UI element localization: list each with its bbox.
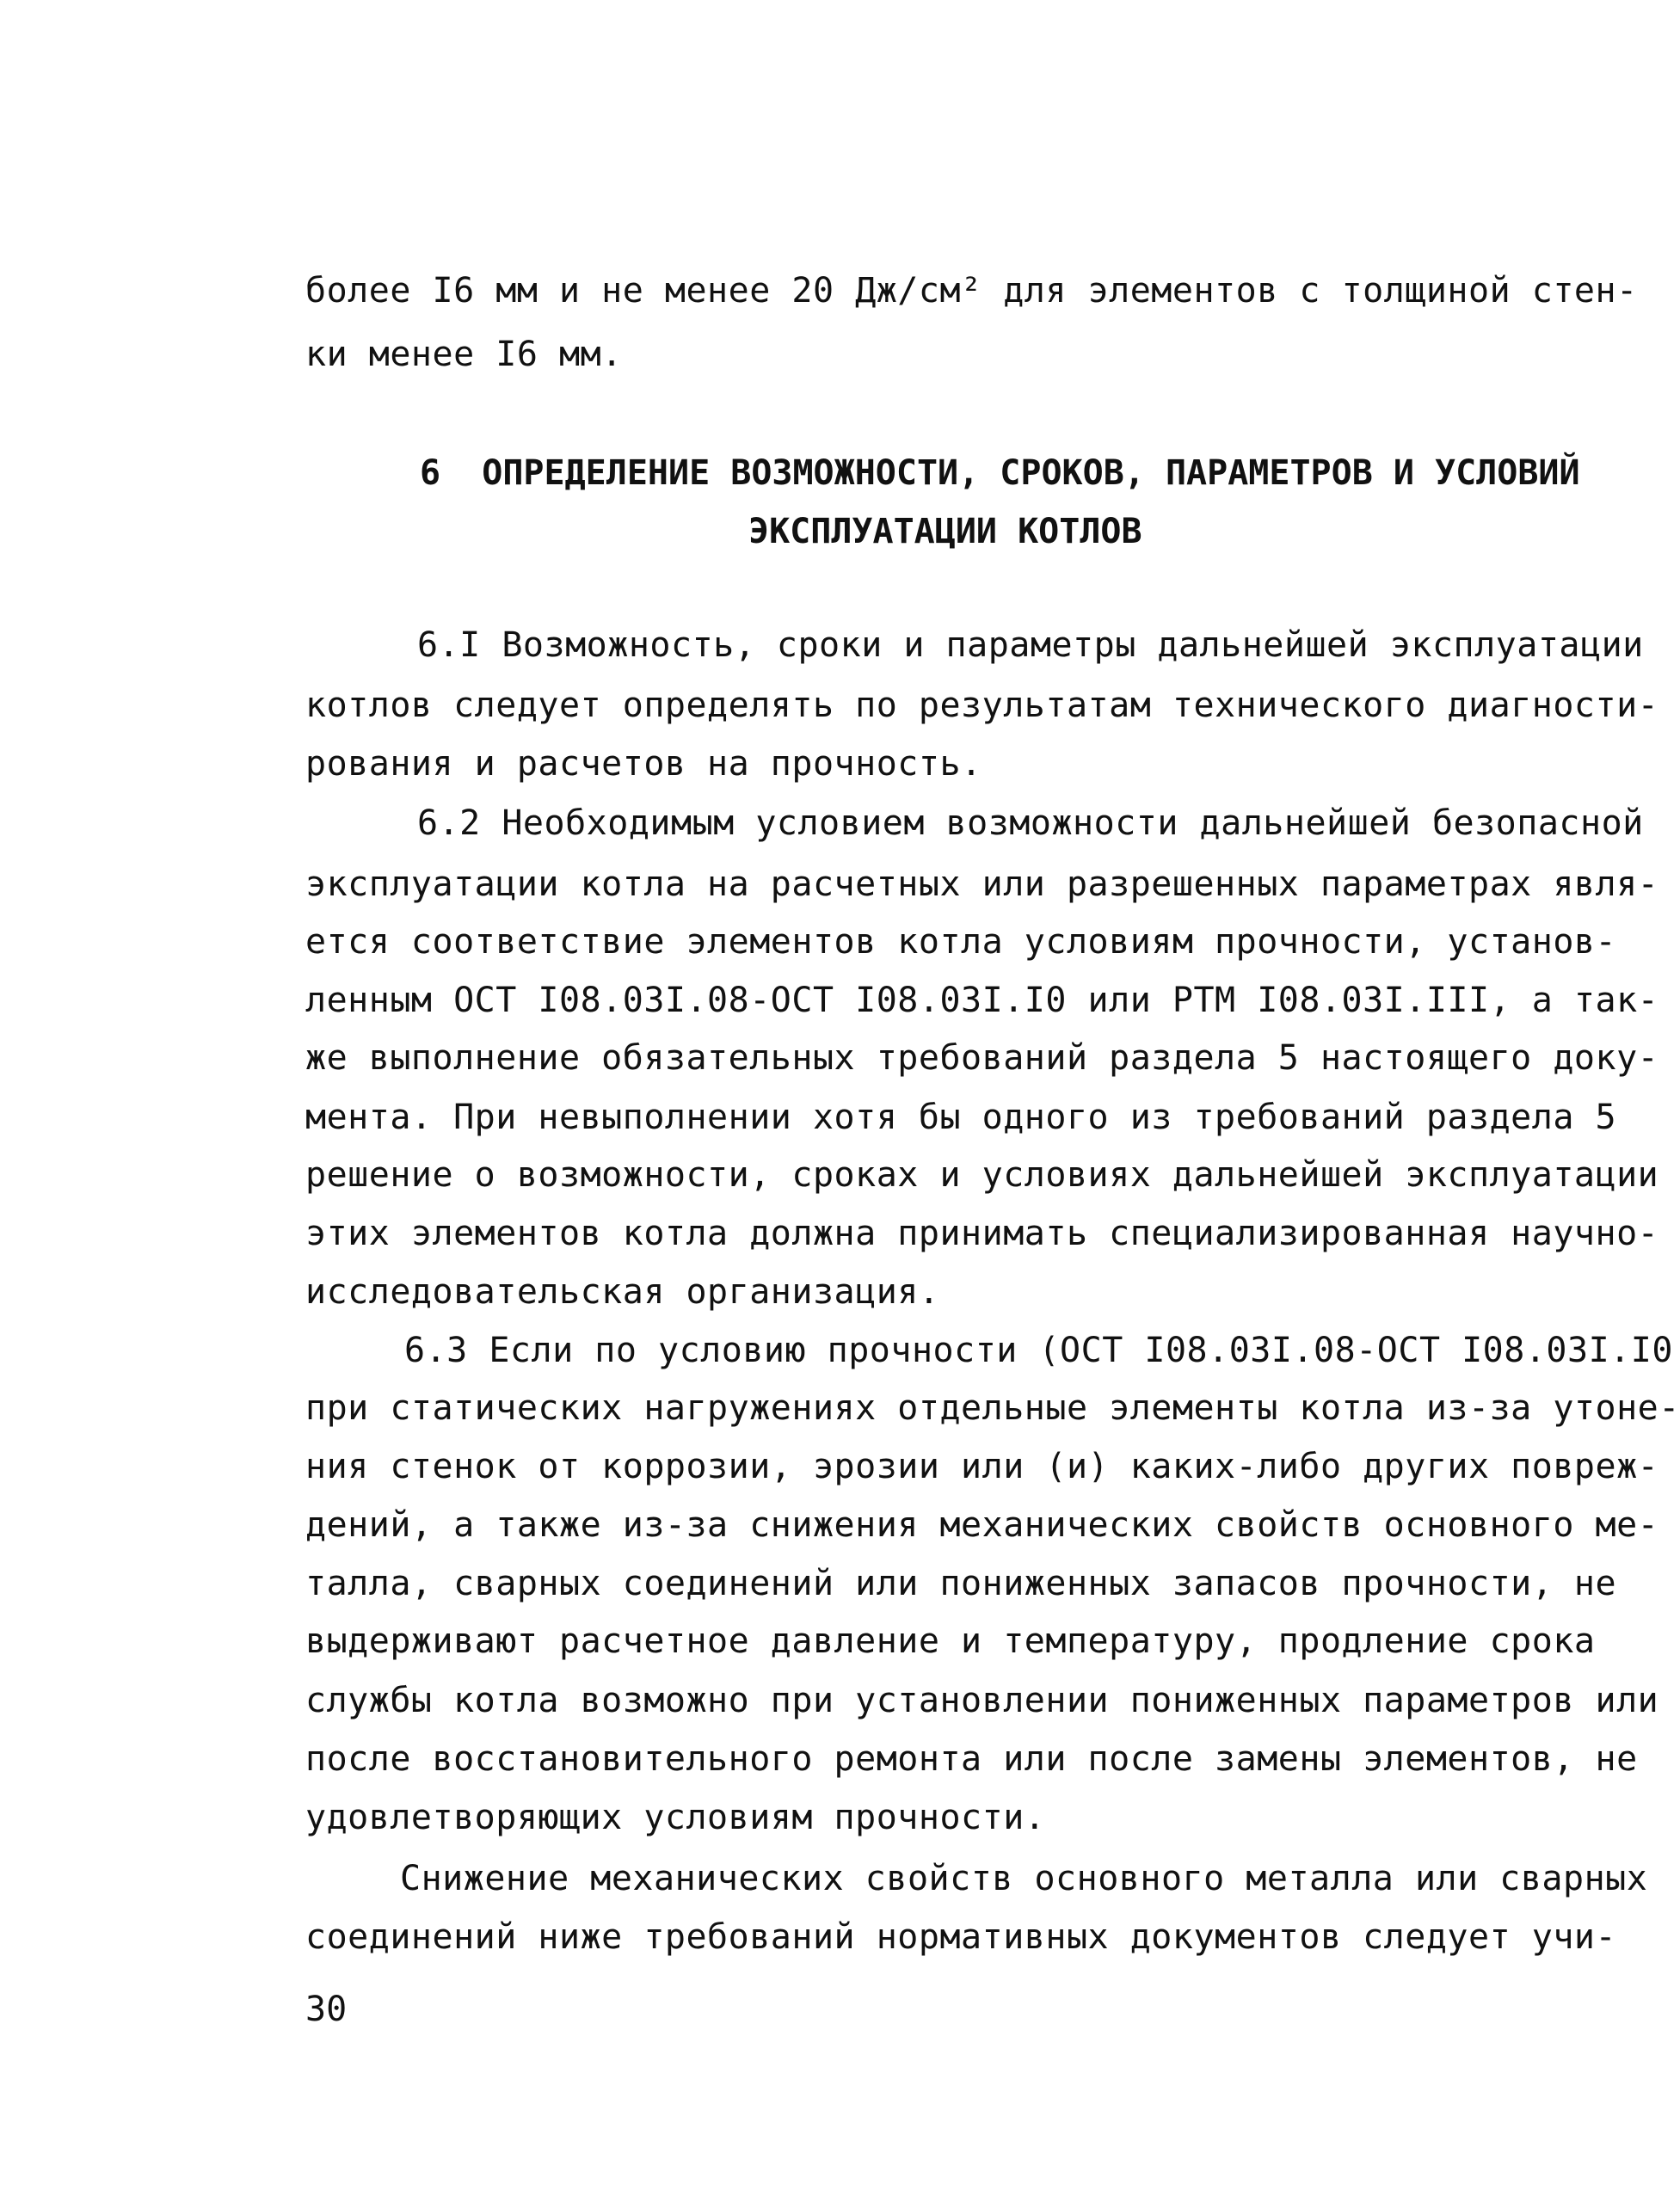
paragraph-line: удовлетворяющих условиям прочности. bbox=[305, 1798, 1046, 1837]
paragraph-line: мента. При невыполнении хотя бы одного из требований раздела 5 bbox=[305, 1098, 1617, 1137]
paragraph-line: талла, сварных соединений или пониженных запасов прочности, не bbox=[305, 1564, 1617, 1603]
text-line-2: ки менее I6 мм. bbox=[305, 335, 623, 374]
page-number: 30 bbox=[305, 1990, 348, 2029]
text-line-1: более I6 мм и не менее 20 Дж/см² для элементов с толщиной стен- bbox=[305, 271, 1638, 311]
section-heading-line-1: 6 ОПРЕДЕЛЕНИЕ ВОЗМОЖНОСТИ, СРОКОВ, ПАРАМЕТРОВ И УСЛОВИЙ bbox=[420, 453, 1580, 493]
paragraph-line: этих элементов котла должна принимать специализированная научно- bbox=[305, 1214, 1659, 1253]
paragraph-line: ния стенок от коррозии, эрозии или (и) каких-либо других повреж- bbox=[305, 1447, 1659, 1486]
paragraph-line: эксплуатации котла на расчетных или разрешенных параметрах явля- bbox=[305, 864, 1659, 904]
paragraph-line: исследовательская организация. bbox=[305, 1272, 940, 1312]
paragraph-line: Снижение механических свойств основного металла или сварных bbox=[400, 1859, 1648, 1898]
paragraph-line: после восстановительного ремонта или после замены элементов, не bbox=[305, 1739, 1638, 1779]
paragraph-line: же выполнение обязательных требований раздела 5 настоящего доку- bbox=[305, 1038, 1659, 1078]
paragraph-line: соединений ниже требований нормативных документов следует учи- bbox=[305, 1917, 1617, 1957]
paragraph-line: дений, а также из-за снижения механических свойств основного ме- bbox=[305, 1505, 1659, 1545]
paragraph-line: рования и расчетов на прочность. bbox=[305, 744, 982, 784]
paragraph-line: 6.3 Если по условию прочности (ОСТ I08.03I.08-ОСТ I08.03I.I0 bbox=[404, 1331, 1673, 1370]
paragraph-line: 6.2 Необходимым условием возможности дальнейшей безопасной bbox=[417, 803, 1644, 843]
paragraph-line: службы котла возможно при установлении пониженных параметров или bbox=[305, 1681, 1659, 1720]
paragraph-line: котлов следует определять по результатам технического диагности- bbox=[305, 686, 1659, 725]
paragraph-line: выдерживают расчетное давление и температуру, продление срока bbox=[305, 1621, 1596, 1661]
paragraph-line: 6.I Возможность, сроки и параметры дальнейшей эксплуатации bbox=[417, 625, 1644, 665]
paragraph-line: решение о возможности, сроках и условиях дальнейшей эксплуатации bbox=[305, 1155, 1659, 1195]
paragraph-line: при статических нагружениях отдельные элементы котла из-за утоне- bbox=[305, 1388, 1680, 1428]
paragraph-line: ется соответствие элементов котла условиям прочности, установ- bbox=[305, 922, 1617, 962]
section-heading-line-2: ЭКСПЛУАТАЦИИ КОТЛОВ bbox=[748, 512, 1142, 551]
paragraph-line: ленным ОСТ I08.03I.08-ОСТ I08.03I.I0 или РТМ I08.03I.III, а так- bbox=[305, 981, 1659, 1020]
